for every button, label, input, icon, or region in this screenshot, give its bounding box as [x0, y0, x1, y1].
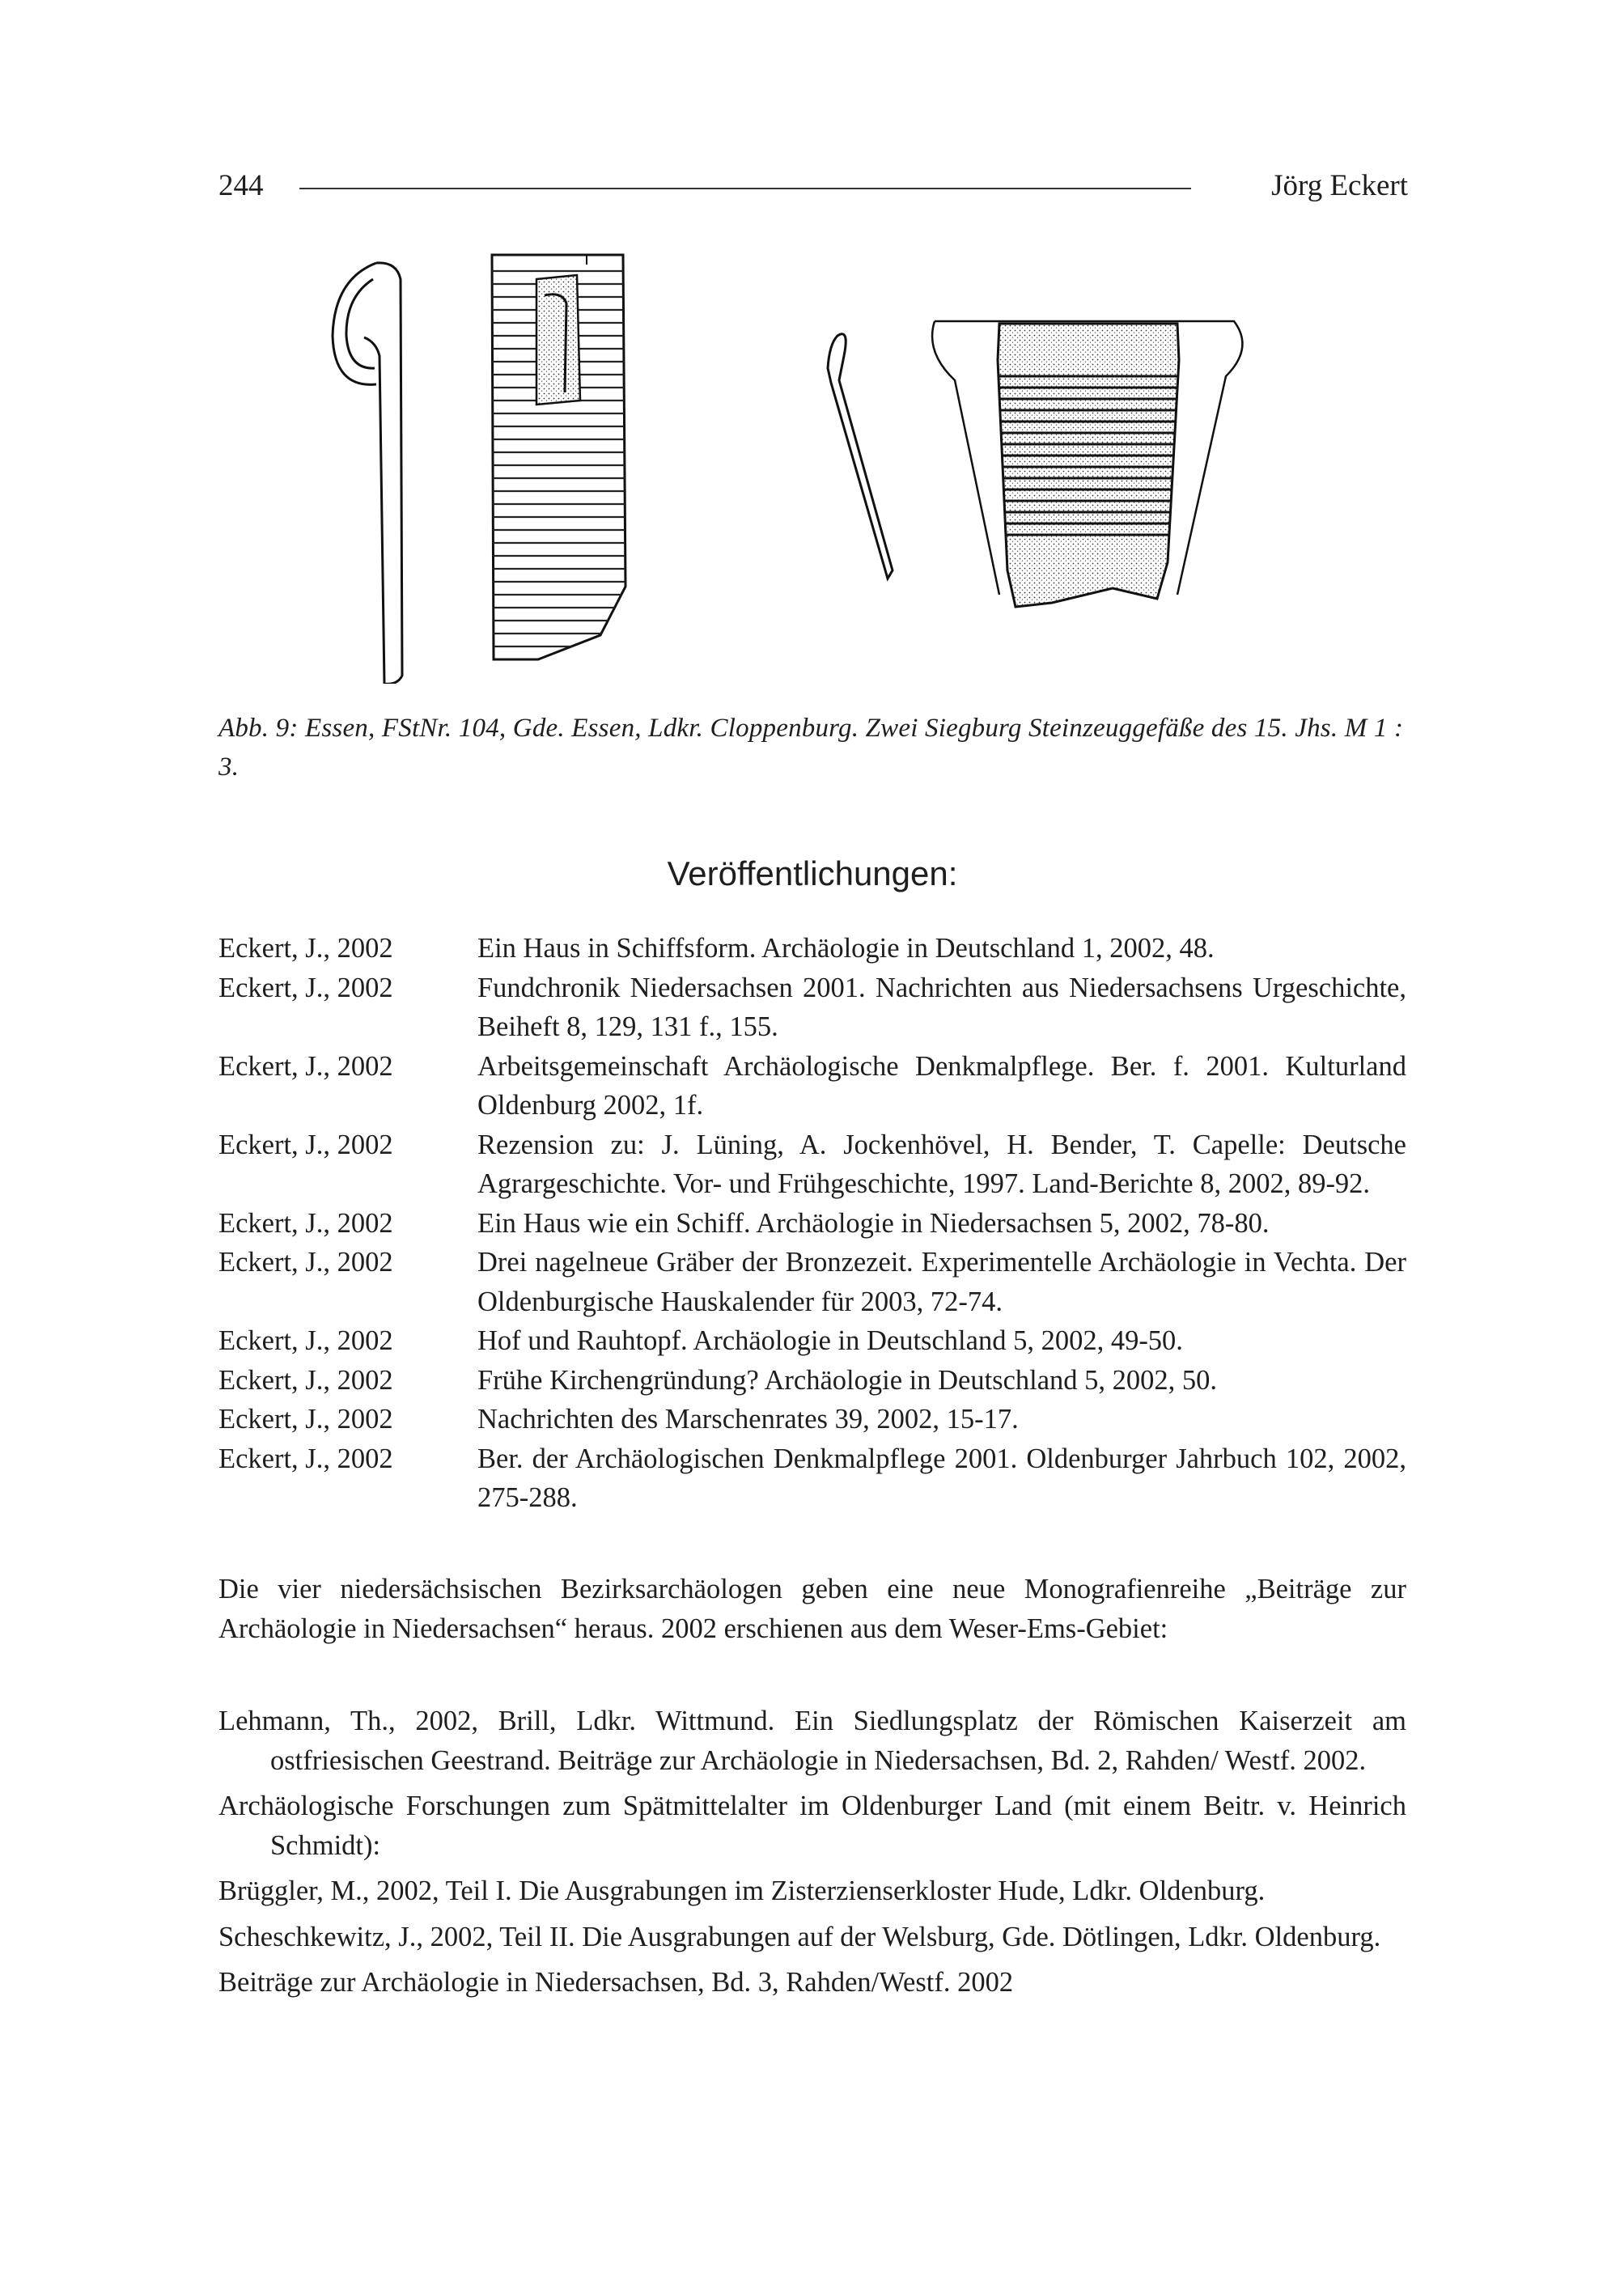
publication-author: Eckert, J., 2002	[218, 1050, 393, 1082]
running-head-author: Jörg Eckert	[1271, 169, 1408, 202]
reference-list	[218, 1702, 1406, 2009]
publication-author: Eckert, J., 2002	[218, 1207, 393, 1239]
reference-entry: Scheschkewitz, J., 2002, Teil II. Die Ausgrabungen auf der Welsburg, Gde. Dötlingen, Ldkr. Oldenburg.	[218, 1921, 1381, 1952]
publication-text: Drei nagelneue Gräber der Bronzezeit. Experimentelle Archäologie in Vechta. Der Oldenburgische Hauskalender für 2003, 72-74.	[477, 1247, 1406, 1317]
publication-text: Hof und Rauhtopf. Archäologie in Deutschland 5, 2002, 49-50.	[477, 1325, 1183, 1356]
figure-pottery-drawings	[320, 247, 1428, 684]
publication-text: Nachrichten des Marschenrates 39, 2002, 15-17.	[477, 1404, 1019, 1435]
running-header	[218, 166, 1408, 206]
page-number: 244	[218, 169, 264, 202]
publication-author: Eckert, J., 2002	[218, 972, 393, 1003]
series-paragraph	[218, 1570, 1406, 1648]
publication-text: Arbeitsgemeinschaft Archäologische Denkmalpflege. Ber. f. 2001. Kulturland Oldenburg 2002, 1f.	[477, 1050, 1406, 1121]
reference-entry: Brüggler, M., 2002, Teil I. Die Ausgrabungen im Zisterzienserkloster Hude, Ldkr. Oldenburg.	[218, 1876, 1266, 1906]
header-rule	[299, 188, 1191, 189]
publication-entry	[218, 1204, 1406, 1244]
figure-caption: Abb. 9: Essen, FStNr. 104, Gde. Essen, Ldkr. Cloppenburg. Zwei Siegburg Steinzeuggefäße des 15. Jhs. M 1 : 3.	[218, 714, 1404, 782]
vessel-1-profile	[333, 263, 402, 684]
publication-text: Ber. der Archäologischen Denkmalpflege 2001. Oldenburger Jahrbuch 102, 2002, 275-288.	[477, 1443, 1406, 1513]
publication-author: Eckert, J., 2002	[218, 1364, 393, 1396]
publication-text: Ein Haus in Schiffsform. Archäologie in Deutschland 1, 2002, 48.	[477, 933, 1215, 964]
vessel-1-exterior	[486, 255, 631, 659]
publication-author: Eckert, J., 2002	[218, 933, 393, 964]
vessel-2-profile	[828, 334, 893, 579]
publication-entry	[218, 1321, 1406, 1361]
publication-text: Ein Haus wie ein Schiff. Archäologie in Niedersachsen 5, 2002, 78-80.	[477, 1207, 1270, 1239]
publication-author: Eckert, J., 2002	[218, 1129, 393, 1160]
reference-entry: Lehmann, Th., 2002, Brill, Ldkr. Wittmund. Ein Siedlungsplatz der Römischen Kaiserzeit am ostfriesischen Geestrand. Beiträge zur Archäologie in Niedersachsen, Bd. 2, Rahden/ Westf. 2002.	[218, 1706, 1406, 1776]
reference-entry: Beiträge zur Archäologie in Niedersachsen, Bd. 3, Rahden/Westf. 2002	[218, 1967, 1014, 1998]
publication-text: Fundchronik Niedersachsen 2001. Nachrichten aus Niedersachsens Urgeschichte, Beiheft 8, 129, 131 f., 155.	[477, 972, 1406, 1042]
publication-author: Eckert, J., 2002	[218, 1247, 393, 1278]
publication-author: Eckert, J., 2002	[218, 1404, 393, 1435]
publication-author: Eckert, J., 2002	[218, 1325, 393, 1356]
publication-entry	[218, 1361, 1406, 1401]
publication-list	[218, 929, 1406, 1518]
vessel-2-exterior	[932, 321, 1242, 607]
publication-entry	[218, 1243, 1406, 1321]
publication-entry	[218, 929, 1406, 968]
publication-text: Rezension zu: J. Lüning, A. Jockenhövel, H. Bender, T. Capelle: Deutsche Agrargeschichte. Vor- und Frühgeschichte, 1997. Land-Berichte 8, 2002, 89-92.	[477, 1129, 1406, 1199]
publication-entry	[218, 1400, 1406, 1439]
pottery-drawing-icon	[320, 247, 1428, 684]
publication-author: Eckert, J., 2002	[218, 1443, 393, 1474]
paragraph-text: Die vier niedersächsischen Bezirksarchäologen geben eine neue Monografienreihe „Beiträge zur Archäologie in Niedersachsen“ heraus. 2002 erschienen aus dem Weser-Ems-Gebiet:	[218, 1574, 1406, 1644]
publication-entry	[218, 1125, 1406, 1204]
section-heading: Veröffentlichungen:	[667, 854, 958, 892]
publication-entry	[218, 1047, 1406, 1125]
reference-entry: Archäologische Forschungen zum Spätmittelalter im Oldenburger Land (mit einem Beitr. v. Heinrich Schmidt):	[218, 1791, 1406, 1861]
publication-text: Frühe Kirchengründung? Archäologie in Deutschland 5, 2002, 50.	[477, 1364, 1218, 1396]
publication-entry	[218, 968, 1406, 1047]
publication-entry	[218, 1439, 1406, 1518]
